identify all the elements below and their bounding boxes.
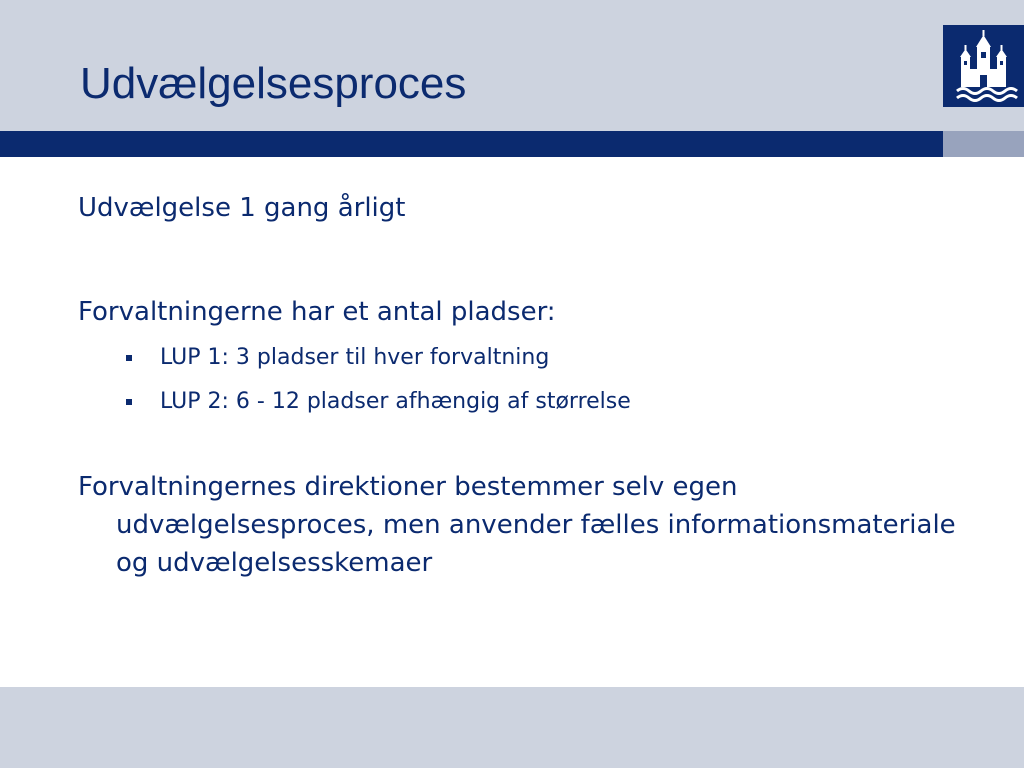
bullet-text: LUP 2: 6 - 12 pladser afhængig af størrelse: [160, 389, 631, 414]
bullet-icon: [126, 399, 132, 405]
list-item: [160, 380, 978, 424]
header-stripe-accent: [943, 131, 1024, 157]
bullet-list: [78, 336, 978, 424]
paragraph-places: Forvaltningerne har et antal pladser:: [78, 297, 556, 327]
paragraph-selection-frequency: Udvælgelse 1 gang årligt: [78, 193, 406, 223]
bullet-icon: [126, 355, 132, 361]
slide-title: Udvælgelsesproces: [80, 59, 467, 108]
footer-band: [0, 687, 1024, 768]
paragraph-directorates: Forvaltningernes direktioner bestemmer selv egen udvælgelsesproces, men anvender fælles informationsmateriale og udvælgelsesskemaer: [78, 472, 956, 578]
list-item: [160, 336, 978, 380]
header-stripe: [0, 131, 943, 157]
slide-body: [78, 188, 978, 582]
bullet-text: LUP 1: 3 pladser til hver forvaltning: [160, 345, 550, 370]
city-coat-of-arms-icon: [943, 25, 1024, 107]
